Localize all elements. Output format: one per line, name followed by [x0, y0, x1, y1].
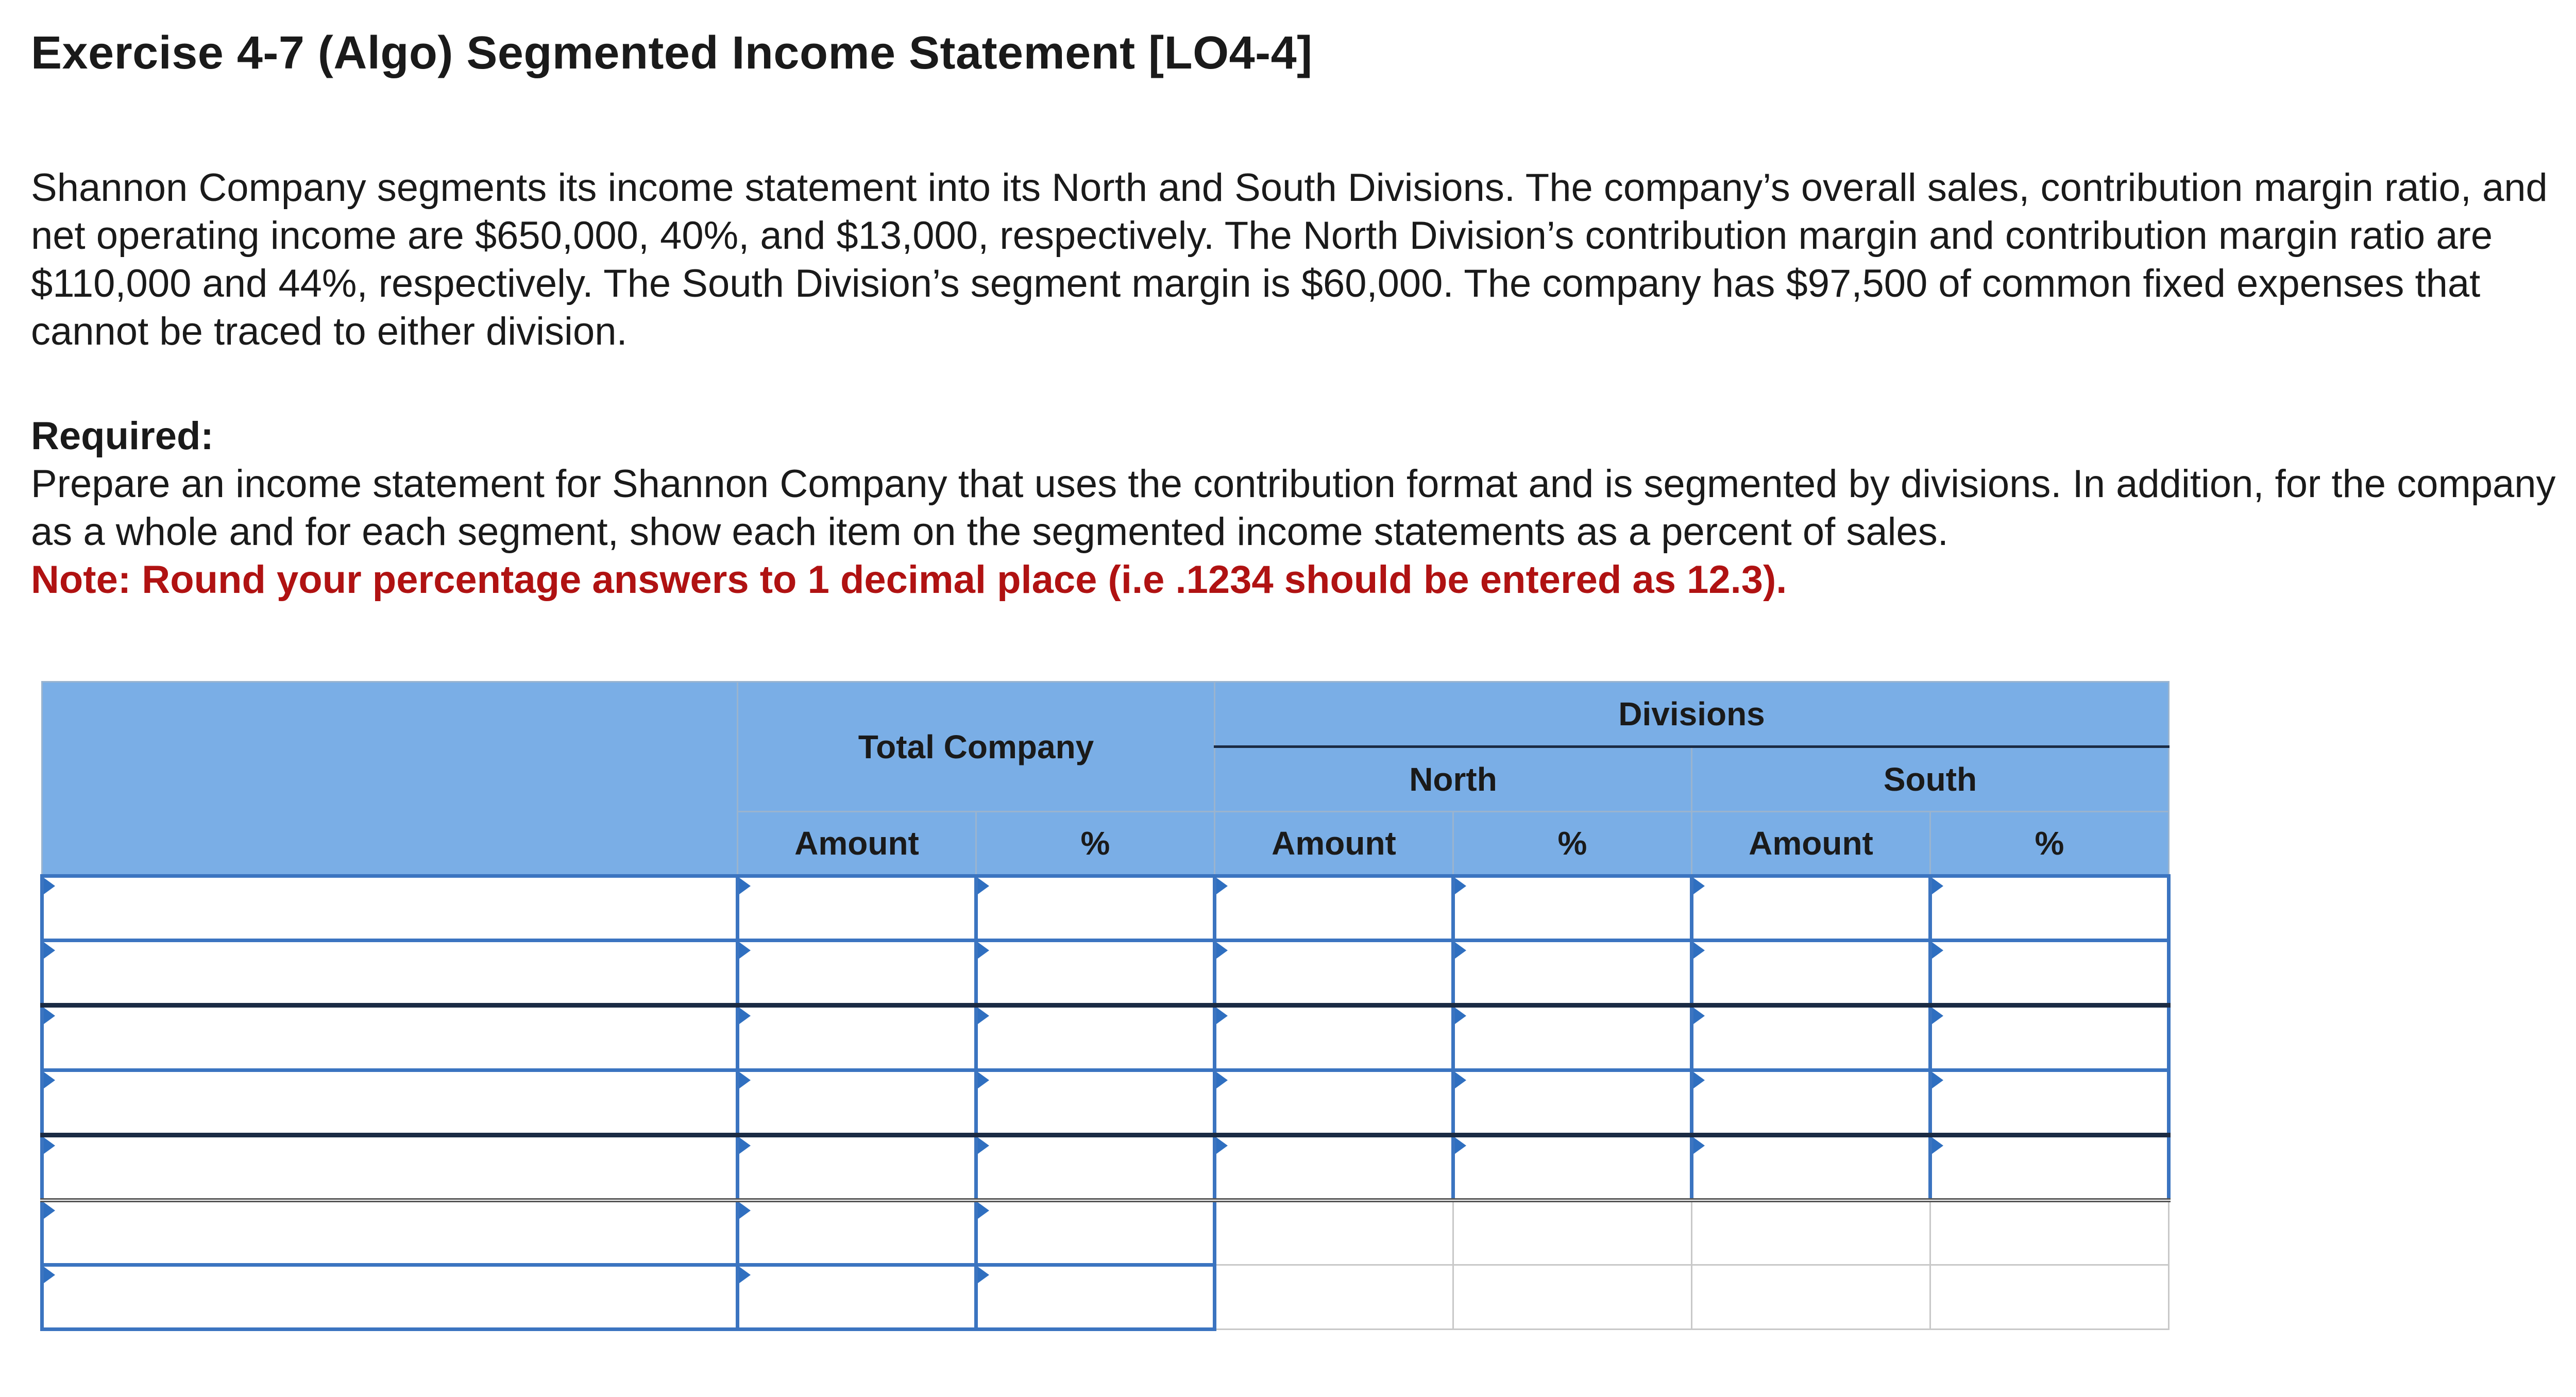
north-amount-input[interactable]	[1216, 1137, 1451, 1198]
total-percent-cell[interactable]	[976, 1265, 1215, 1330]
total-amount-cell[interactable]	[738, 876, 976, 941]
required-text: Prepare an income statement for Shannon Company that uses the contribution format and is segmented by divisions. In addition, for the company as a whole and for each segment, show each item on the segmented income statements as a percent of sales.	[31, 462, 2556, 554]
table-row	[42, 1265, 2169, 1330]
table-row	[42, 1006, 2169, 1070]
north-percent-input[interactable]	[1455, 1008, 1690, 1068]
north-amount-header: Amount	[1215, 812, 1453, 876]
table-row	[42, 876, 2169, 941]
south-percent-header: %	[1930, 812, 2169, 876]
line-item-header	[42, 682, 738, 876]
north-percent-input[interactable]	[1455, 1137, 1690, 1198]
total-amount-cell[interactable]	[738, 941, 976, 1006]
line-item-input[interactable]	[44, 1137, 736, 1198]
north-amount-input[interactable]	[1216, 878, 1451, 939]
total-amount-cell[interactable]	[738, 1200, 976, 1265]
problem-statement: Shannon Company segments its income statement into its North and South Divisions. The company’s overall sales, contribution margin ratio, and net operating income are $650,000, 40%, and $13,000, respectively. The North Division’s contribution margin and contribution margin ratio are $110,000 and 44%, respectively. The South Division’s segment margin is $60,000. The company has $97,500 of common fixed expenses that cannot be traced to either division.	[31, 166, 2548, 353]
south-percent-cell[interactable]	[1930, 941, 2169, 1006]
line-item-input[interactable]	[44, 878, 736, 939]
table-row	[42, 941, 2169, 1006]
south-amount-cell[interactable]	[1692, 1070, 1930, 1135]
total-amount-input[interactable]	[739, 1202, 974, 1263]
line-item-input[interactable]	[44, 1008, 736, 1068]
line-item-cell[interactable]	[42, 1200, 738, 1265]
south-amount-input[interactable]	[1693, 1072, 1928, 1133]
south-percent-input[interactable]	[1932, 1008, 2167, 1068]
table-row	[42, 1200, 2169, 1265]
line-item-cell[interactable]	[42, 1135, 738, 1201]
south-amount-cell[interactable]	[1692, 941, 1930, 1006]
south-amount-input[interactable]	[1693, 1137, 1928, 1198]
total-percent-input[interactable]	[978, 942, 1213, 1003]
north-percent-header: %	[1453, 812, 1692, 876]
south-percent-cell[interactable]	[1930, 876, 2169, 941]
north-percent-input[interactable]	[1455, 942, 1690, 1003]
total-percent-input[interactable]	[978, 1202, 1213, 1263]
line-item-input[interactable]	[44, 942, 736, 1003]
empty-cell	[1453, 1265, 1692, 1330]
north-amount-cell[interactable]	[1215, 1070, 1453, 1135]
line-item-cell[interactable]	[42, 1070, 738, 1135]
north-percent-cell[interactable]	[1453, 1006, 1692, 1070]
south-amount-input[interactable]	[1693, 878, 1928, 939]
south-amount-input[interactable]	[1693, 942, 1928, 1003]
line-item-cell[interactable]	[42, 1006, 738, 1070]
north-percent-input[interactable]	[1455, 878, 1690, 939]
north-amount-cell[interactable]	[1215, 941, 1453, 1006]
total-percent-cell[interactable]	[976, 1006, 1215, 1070]
line-item-input[interactable]	[44, 1072, 736, 1133]
total-amount-input[interactable]	[739, 1072, 974, 1133]
total-percent-input[interactable]	[978, 1072, 1213, 1133]
total-amount-header: Amount	[738, 812, 976, 876]
north-amount-input[interactable]	[1216, 1008, 1451, 1068]
segmented-income-statement-table	[40, 681, 2171, 1331]
south-amount-header: Amount	[1692, 812, 1930, 876]
north-amount-cell[interactable]	[1215, 876, 1453, 941]
north-amount-cell[interactable]	[1215, 1135, 1453, 1201]
total-percent-input[interactable]	[978, 878, 1213, 939]
south-percent-input[interactable]	[1932, 1137, 2167, 1198]
divisions-header: Divisions	[1215, 682, 2169, 747]
total-amount-input[interactable]	[739, 942, 974, 1003]
total-amount-input[interactable]	[739, 1267, 974, 1327]
north-percent-cell[interactable]	[1453, 1070, 1692, 1135]
south-percent-cell[interactable]	[1930, 1135, 2169, 1201]
total-amount-cell[interactable]	[738, 1070, 976, 1135]
empty-cell	[1215, 1200, 1453, 1265]
total-amount-cell[interactable]	[738, 1265, 976, 1330]
total-percent-cell[interactable]	[976, 1135, 1215, 1201]
line-item-input[interactable]	[44, 1267, 736, 1327]
south-amount-cell[interactable]	[1692, 1006, 1930, 1070]
south-percent-cell[interactable]	[1930, 1006, 2169, 1070]
north-percent-cell[interactable]	[1453, 876, 1692, 941]
line-item-cell[interactable]	[42, 876, 738, 941]
line-item-input[interactable]	[44, 1202, 736, 1263]
total-percent-cell[interactable]	[976, 1070, 1215, 1135]
total-percent-input[interactable]	[978, 1137, 1213, 1198]
north-amount-input[interactable]	[1216, 942, 1451, 1003]
south-percent-input[interactable]	[1932, 942, 2167, 1003]
total-percent-cell[interactable]	[976, 876, 1215, 941]
north-amount-input[interactable]	[1216, 1072, 1451, 1133]
required-label: Required:	[31, 414, 214, 458]
total-percent-cell[interactable]	[976, 941, 1215, 1006]
empty-cell	[1692, 1200, 1930, 1265]
total-amount-input[interactable]	[739, 1008, 974, 1068]
table-row	[42, 1135, 2169, 1201]
total-amount-input[interactable]	[739, 1137, 974, 1198]
total-company-header: Total Company	[738, 682, 1215, 812]
total-percent-header: %	[976, 812, 1215, 876]
empty-cell	[1930, 1265, 2169, 1330]
empty-cell	[1930, 1200, 2169, 1265]
line-item-cell[interactable]	[42, 1265, 738, 1330]
south-header: South	[1692, 747, 2169, 812]
total-amount-cell[interactable]	[738, 1135, 976, 1201]
rounding-note: Note: Round your percentage answers to 1 decimal place (i.e .1234 should be entered as 12.3).	[31, 558, 1787, 602]
empty-cell	[1215, 1265, 1453, 1330]
north-percent-input[interactable]	[1455, 1072, 1690, 1133]
north-amount-cell[interactable]	[1215, 1006, 1453, 1070]
north-header: North	[1215, 747, 1692, 812]
north-percent-cell[interactable]	[1453, 941, 1692, 1006]
south-amount-cell[interactable]	[1692, 876, 1930, 941]
exercise-title: Exercise 4-7 (Algo) Segmented Income Statement [LO4-4]	[31, 27, 1313, 79]
total-amount-cell[interactable]	[738, 1006, 976, 1070]
south-percent-cell[interactable]	[1930, 1070, 2169, 1135]
south-amount-input[interactable]	[1693, 1008, 1928, 1068]
south-amount-cell[interactable]	[1692, 1135, 1930, 1201]
required-section	[31, 412, 2576, 604]
empty-cell	[1453, 1200, 1692, 1265]
total-percent-input[interactable]	[978, 1267, 1213, 1327]
total-amount-input[interactable]	[739, 878, 974, 939]
empty-cell	[1692, 1265, 1930, 1330]
line-item-cell[interactable]	[42, 941, 738, 1006]
total-percent-cell[interactable]	[976, 1200, 1215, 1265]
south-percent-input[interactable]	[1932, 1072, 2167, 1133]
south-percent-input[interactable]	[1932, 878, 2167, 939]
table-row	[42, 1070, 2169, 1135]
north-percent-cell[interactable]	[1453, 1135, 1692, 1201]
total-percent-input[interactable]	[978, 1008, 1213, 1068]
